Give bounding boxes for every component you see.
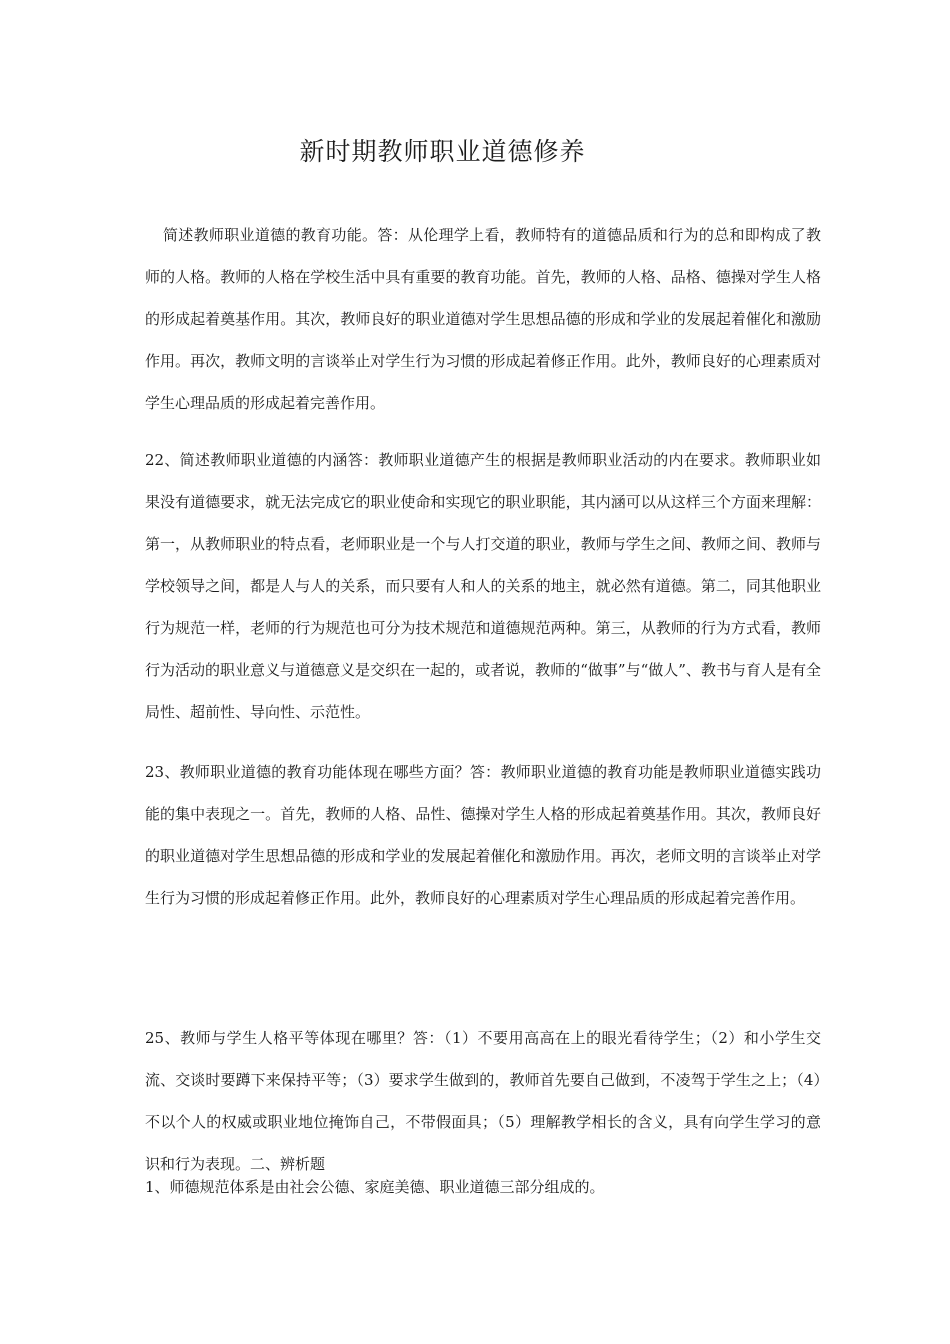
paragraph-question-23: 23、教师职业道德的教育功能体现在哪些方面？答：教师职业道德的教育功能是教师职业道德实践功能的集中表现之一。首先，教师的人格、品性、德操对学生人格的形成起着奠基作用。其次，教师良好的职业道德对学生思想品德的形成和学业的发展起着催化和激励作用。再次，老师文明的言谈举止对学生行为习惯的形成起着修正作用。此外，教师良好的心理素质对学生心理品质的形成起着完善作用。: [145, 763, 821, 907]
paragraph-question-25: 25、教师与学生人格平等体现在哪里？答：（1）不要用高高在上的眼光看待学生；（2）和小学生交流、交谈时要蹲下来保持平等；（3）要求学生做到的，教师首先要自己做到，不凌驾于学生之上；（4）不以个人的权威或职业地位掩饰自己，不带假面具；（5）理解教学相长的含义，具有向学生学习的意识和行为表现。二、辨析题: [145, 1029, 821, 1173]
document-title: 新时期教师职业道德修养: [299, 137, 586, 166]
paragraph-analysis-1: 1、师德规范体系是由社会公德、家庭美德、职业道德三部分组成的。: [145, 1178, 605, 1196]
paragraph-education-function: 简述教师职业道德的教育功能。答：从伦理学上看，教师特有的道德品质和行为的总和即构成了教师的人格。教师的人格在学校生活中具有重要的教育功能。首先，教师的人格、品格、德操对学生人格的形成起着奠基作用。其次，教师良好的职业道德对学生思想品德的形成和学业的发展起着催化和激励作用。再次，教师文明的言谈举止对学生行为习惯的形成起着修正作用。此外，教师良好的心理素质对学生心理品质的形成起着完善作用。: [145, 226, 821, 412]
paragraph-question-22: 22、简述教师职业道德的内涵答：教师职业道德产生的根据是教师职业活动的内在要求。教师职业如果没有道德要求，就无法完成它的职业使命和实现它的职业职能，其内涵可以从这样三个方面来理解：第一，从教师职业的特点看，老师职业是一个与人打交道的职业，教师与学生之间、教师之间、教师与学校领导之间，都是人与人的关系，而只要有人和人的关系的地主，就必然有道德。第二，同其他职业行为规范一样，老师的行为规范也可分为技术规范和道德规范两种。第三，从教师的行为方式看，教师行为活动的职业意义与道德意义是交织在一起的，或者说，教师的“做事”与“做人”、教书与育人是有全局性、超前性、导向性、示范性。: [145, 451, 821, 721]
